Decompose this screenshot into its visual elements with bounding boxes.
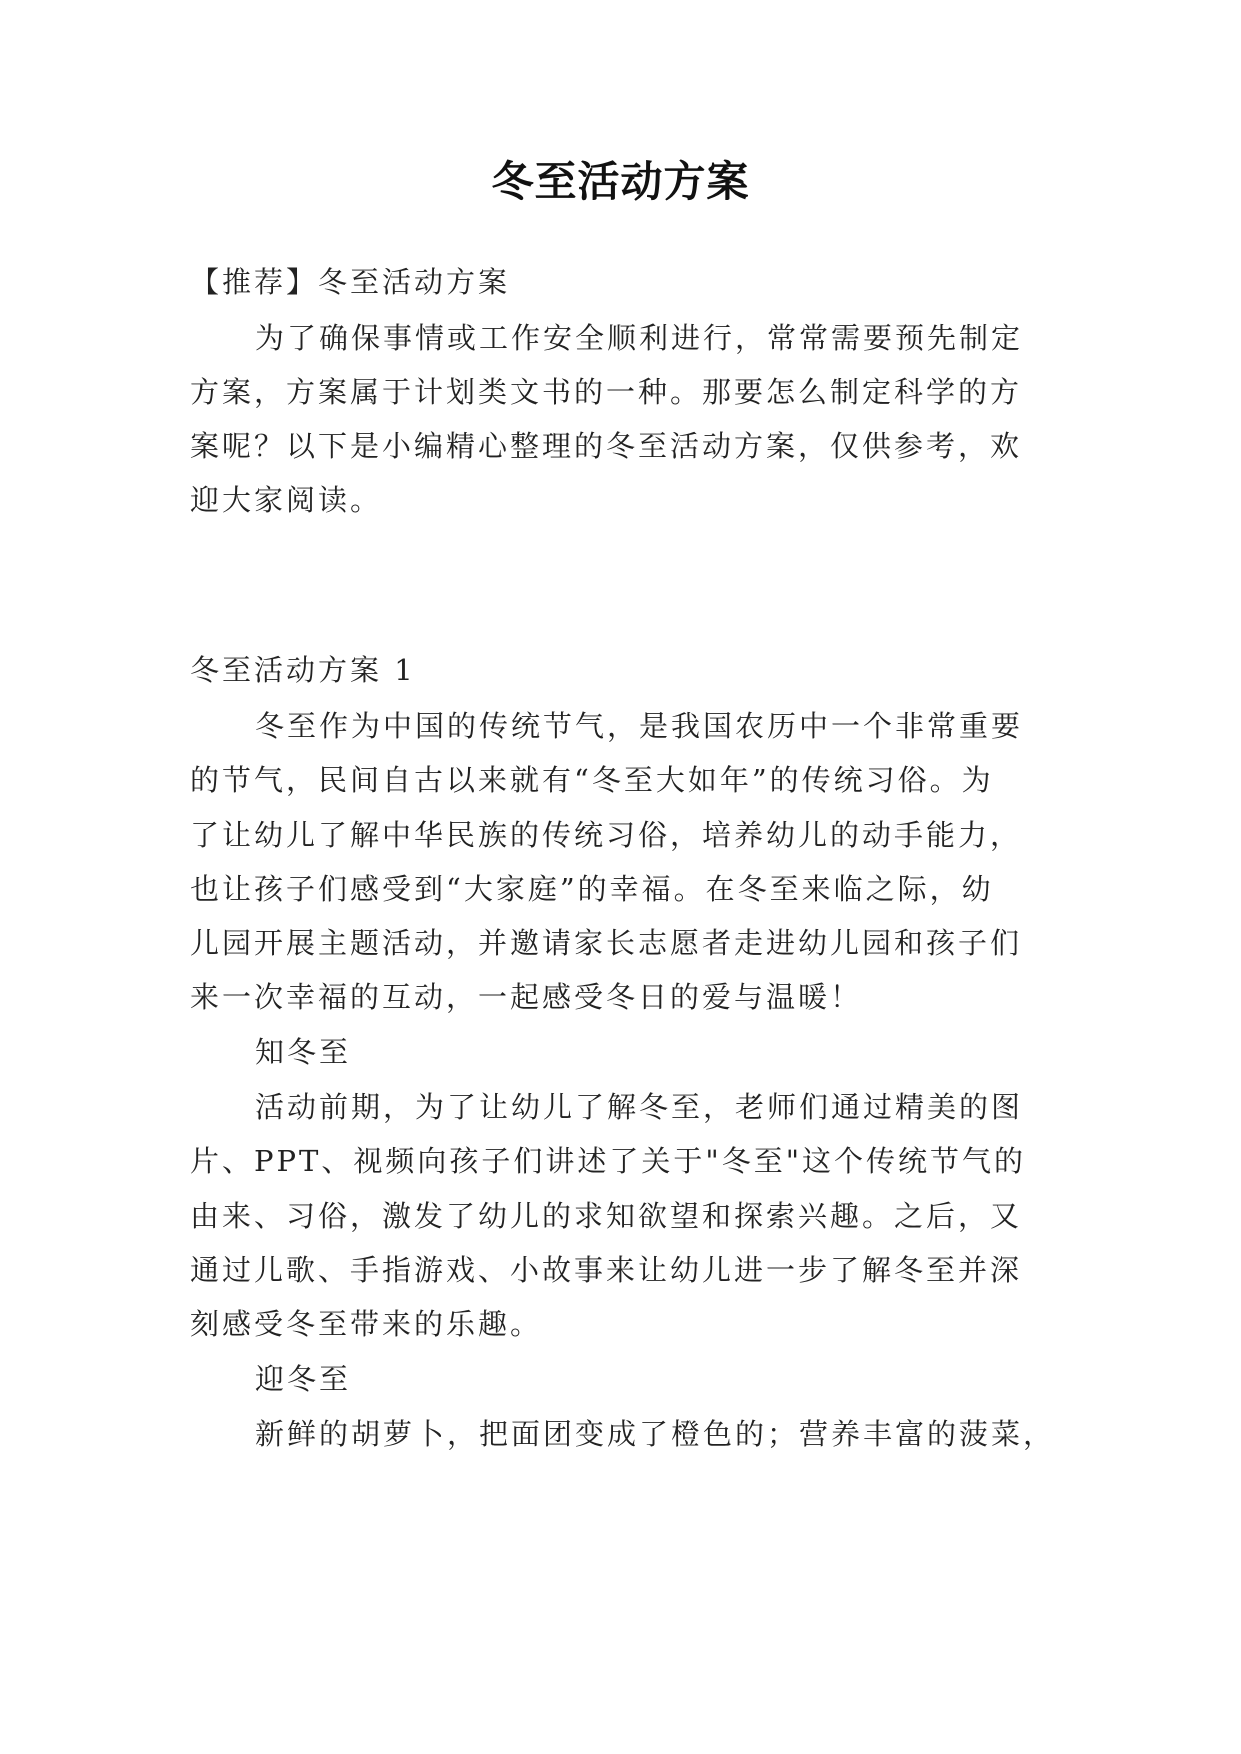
- paragraph-line: 刻感受冬至带来的乐趣。: [190, 1307, 543, 1341]
- paragraph-line: 也让孩子们感受到“大家庭”的幸福。在冬至来临之际，幼: [190, 872, 994, 906]
- subsection-heading: 迎冬至: [255, 1362, 352, 1396]
- paragraph-line: 通过儿歌、手指游戏、小故事来让幼儿进一步了解冬至并深: [190, 1253, 1023, 1287]
- paragraph-line: 儿园开展主题活动，并邀请家长志愿者走进幼儿园和孩子们: [190, 926, 1023, 960]
- subsection-heading: 知冬至: [255, 1035, 352, 1069]
- paragraph-line: 来一次幸福的互动，一起感受冬日的爱与温暖！: [190, 980, 863, 1014]
- paragraph-line: 了让幼儿了解中华民族的传统习俗，培养幼儿的动手能力，: [190, 818, 1023, 852]
- intro-line: 为了确保事情或工作安全顺利进行，常常需要预先制定: [255, 321, 1024, 355]
- document-subtitle: 【推荐】冬至活动方案: [190, 265, 511, 299]
- paragraph-line: 由来、习俗，激发了幼儿的求知欲望和探索兴趣。之后，又: [190, 1199, 1023, 1233]
- paragraph-line: 冬至作为中国的传统节气，是我国农历中一个非常重要: [255, 709, 1024, 743]
- paragraph-line: 片、PPT、视频向孩子们讲述了关于"冬至"这个传统节气的: [190, 1144, 1027, 1178]
- intro-line: 迎大家阅读。: [190, 483, 383, 517]
- section-heading: 冬至活动方案 1: [190, 653, 416, 687]
- document-title: 冬至活动方案: [491, 157, 750, 206]
- paragraph-line: 活动前期，为了让幼儿了解冬至，老师们通过精美的图: [255, 1090, 1024, 1124]
- paragraph-line: 新鲜的胡萝卜，把面团变成了橙色的；营养丰富的菠菜，: [255, 1417, 1056, 1451]
- paragraph-line: 的节气，民间自古以来就有“冬至大如年”的传统习俗。为: [190, 763, 994, 797]
- intro-line: 案呢？以下是小编精心整理的冬至活动方案，仅供参考，欢: [190, 429, 1023, 463]
- intro-line: 方案，方案属于计划类文书的一种。那要怎么制定科学的方: [190, 375, 1023, 409]
